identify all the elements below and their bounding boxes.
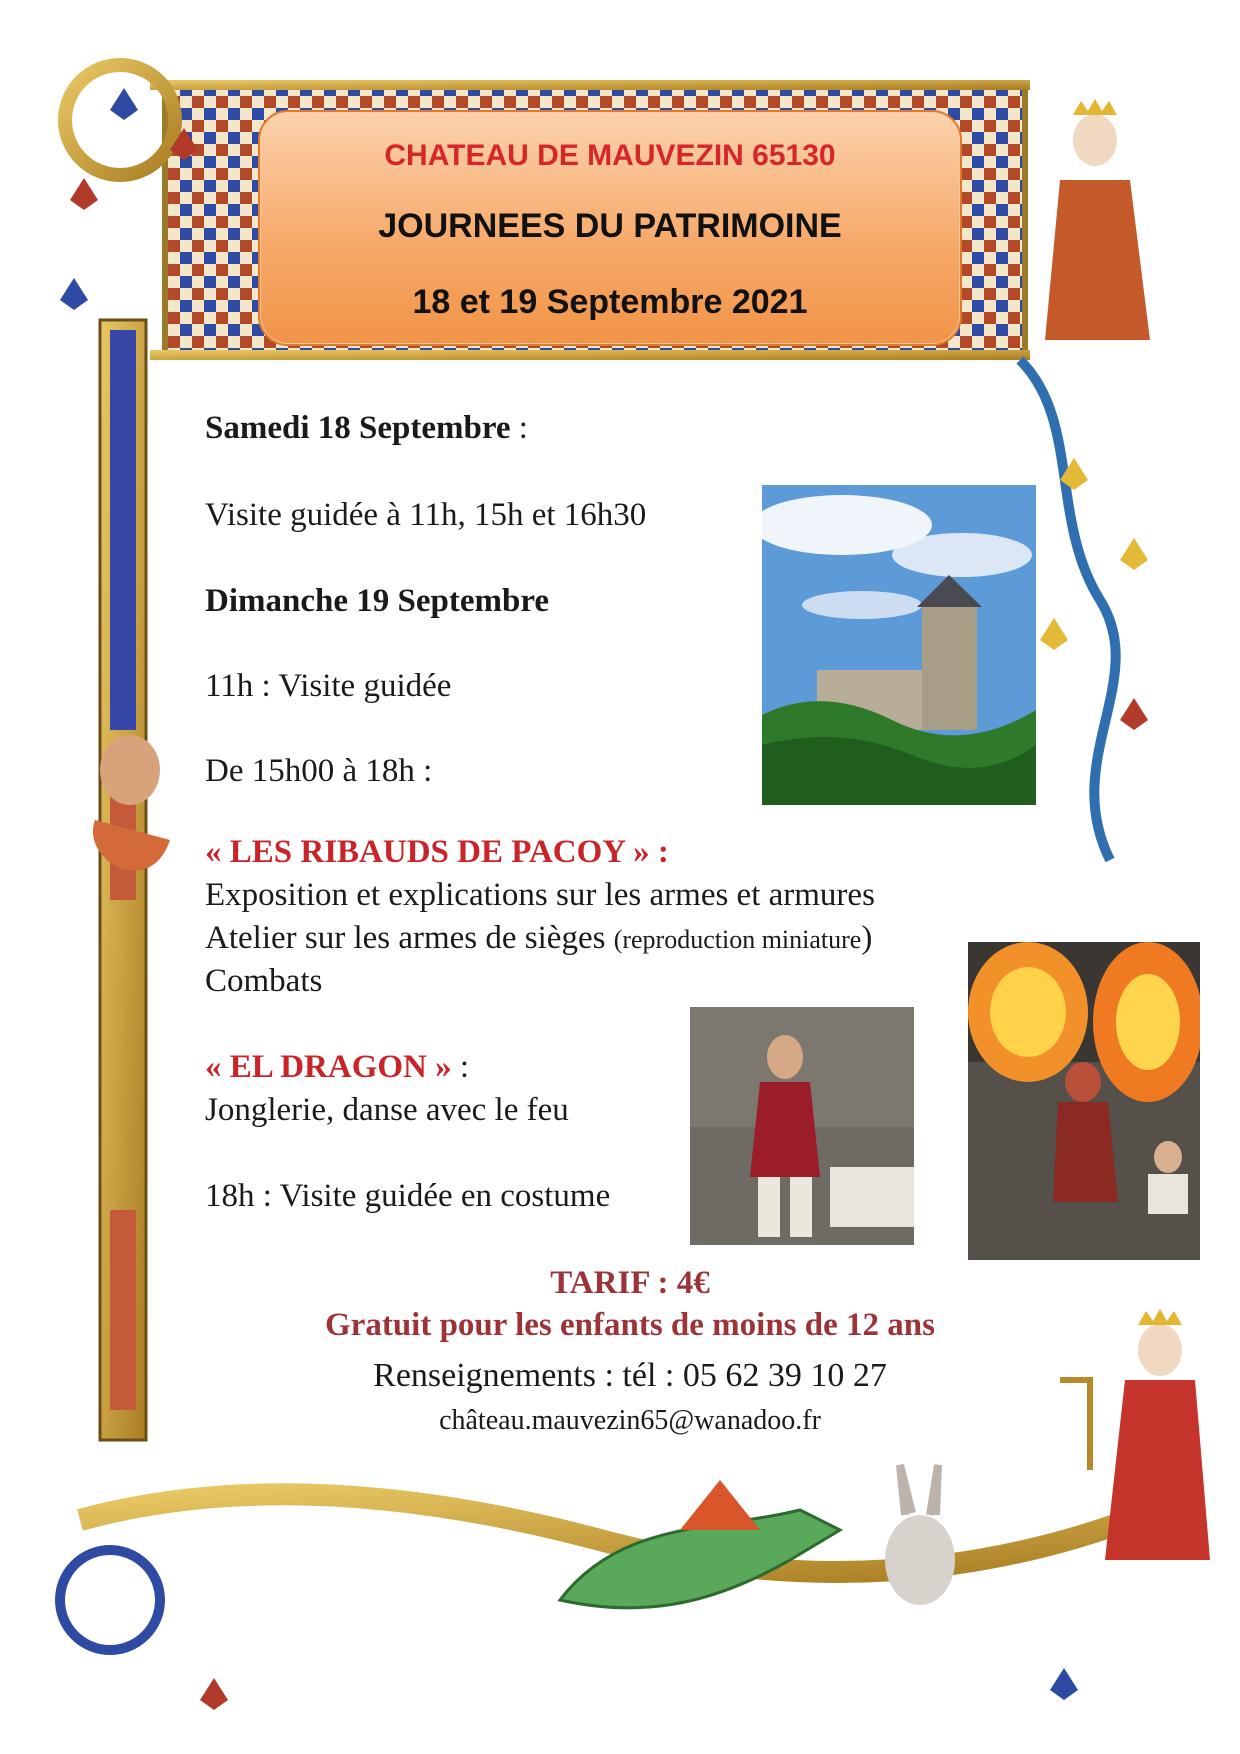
- ribauds-line2-end: ): [861, 920, 873, 956]
- saturday-visits: Visite guidée à 11h, 15h et 16h30: [205, 497, 647, 533]
- sunday-visit: 11h : Visite guidée: [205, 668, 452, 704]
- ribauds-line3: Combats: [205, 963, 323, 999]
- tarif: TARIF : 4€: [550, 1265, 710, 1301]
- leaf-icon: [110, 88, 138, 120]
- harpist-figure-icon: [1060, 1309, 1210, 1560]
- leaf-icon: [1120, 698, 1148, 730]
- rabbit-icon: [885, 1465, 955, 1605]
- castle-title: CHATEAU DE MAUVEZIN 65130: [384, 139, 836, 172]
- dragon-heading: [205, 1049, 469, 1086]
- top-border-bar: [150, 80, 1030, 90]
- free-for-children: Gratuit pour les enfants de moins de 12 ans: [325, 1307, 935, 1343]
- reenactor-photo: [690, 1007, 914, 1245]
- left-border-blue-panel: [110, 330, 136, 730]
- left-border-red-panel-2: [110, 1210, 136, 1410]
- evening-visit: 18h : Visite guidée en costume: [205, 1178, 611, 1214]
- bottom-left-flourish: [60, 1550, 160, 1650]
- dragon-colon: :: [451, 1049, 470, 1085]
- event-dates: 18 et 19 Septembre 2021: [412, 283, 808, 321]
- fire-breather-photo: [968, 942, 1200, 1260]
- leaf-icon: [1050, 1668, 1078, 1700]
- ribauds-line1: Exposition et explications sur les armes et armures: [205, 877, 875, 913]
- ribauds-line2-small: (reproduction miniature: [613, 925, 862, 954]
- leaf-icon: [1120, 538, 1148, 570]
- leaf-icon: [60, 278, 88, 310]
- top-left-flourish: [65, 65, 175, 175]
- sunday-title: Dimanche 19 Septembre: [205, 583, 550, 619]
- leaf-icon: [70, 178, 98, 210]
- ribauds-title: « LES RIBAUDS DE PACOY » :: [205, 834, 669, 870]
- contact-phone: Renseignements : tél : 05 62 39 10 27: [373, 1357, 887, 1394]
- event-title: JOURNEES DU PATRIMOINE: [378, 207, 842, 245]
- saturday-heading: [205, 410, 528, 447]
- leaf-icon: [1040, 618, 1068, 650]
- saturday-title: Samedi 18 Septembre: [205, 410, 511, 446]
- afternoon-time: De 15h00 à 18h :: [205, 753, 433, 789]
- panel-bottom-bar: [150, 350, 1030, 360]
- castle-photo: [762, 485, 1036, 805]
- contact-email: château.mauvezin65@wanadoo.fr: [439, 1405, 821, 1436]
- ribauds-line2-text: Atelier sur les armes de sièges: [205, 920, 614, 956]
- saturday-colon: :: [510, 410, 528, 446]
- dragon-title: « EL DRAGON »: [205, 1049, 452, 1085]
- queen-figure-icon: [1045, 99, 1150, 340]
- header-banner: [258, 110, 962, 346]
- dragon-line: Jonglerie, danse avec le feu: [205, 1092, 569, 1128]
- leaf-icon: [200, 1678, 228, 1710]
- ribauds-line2: [205, 920, 872, 957]
